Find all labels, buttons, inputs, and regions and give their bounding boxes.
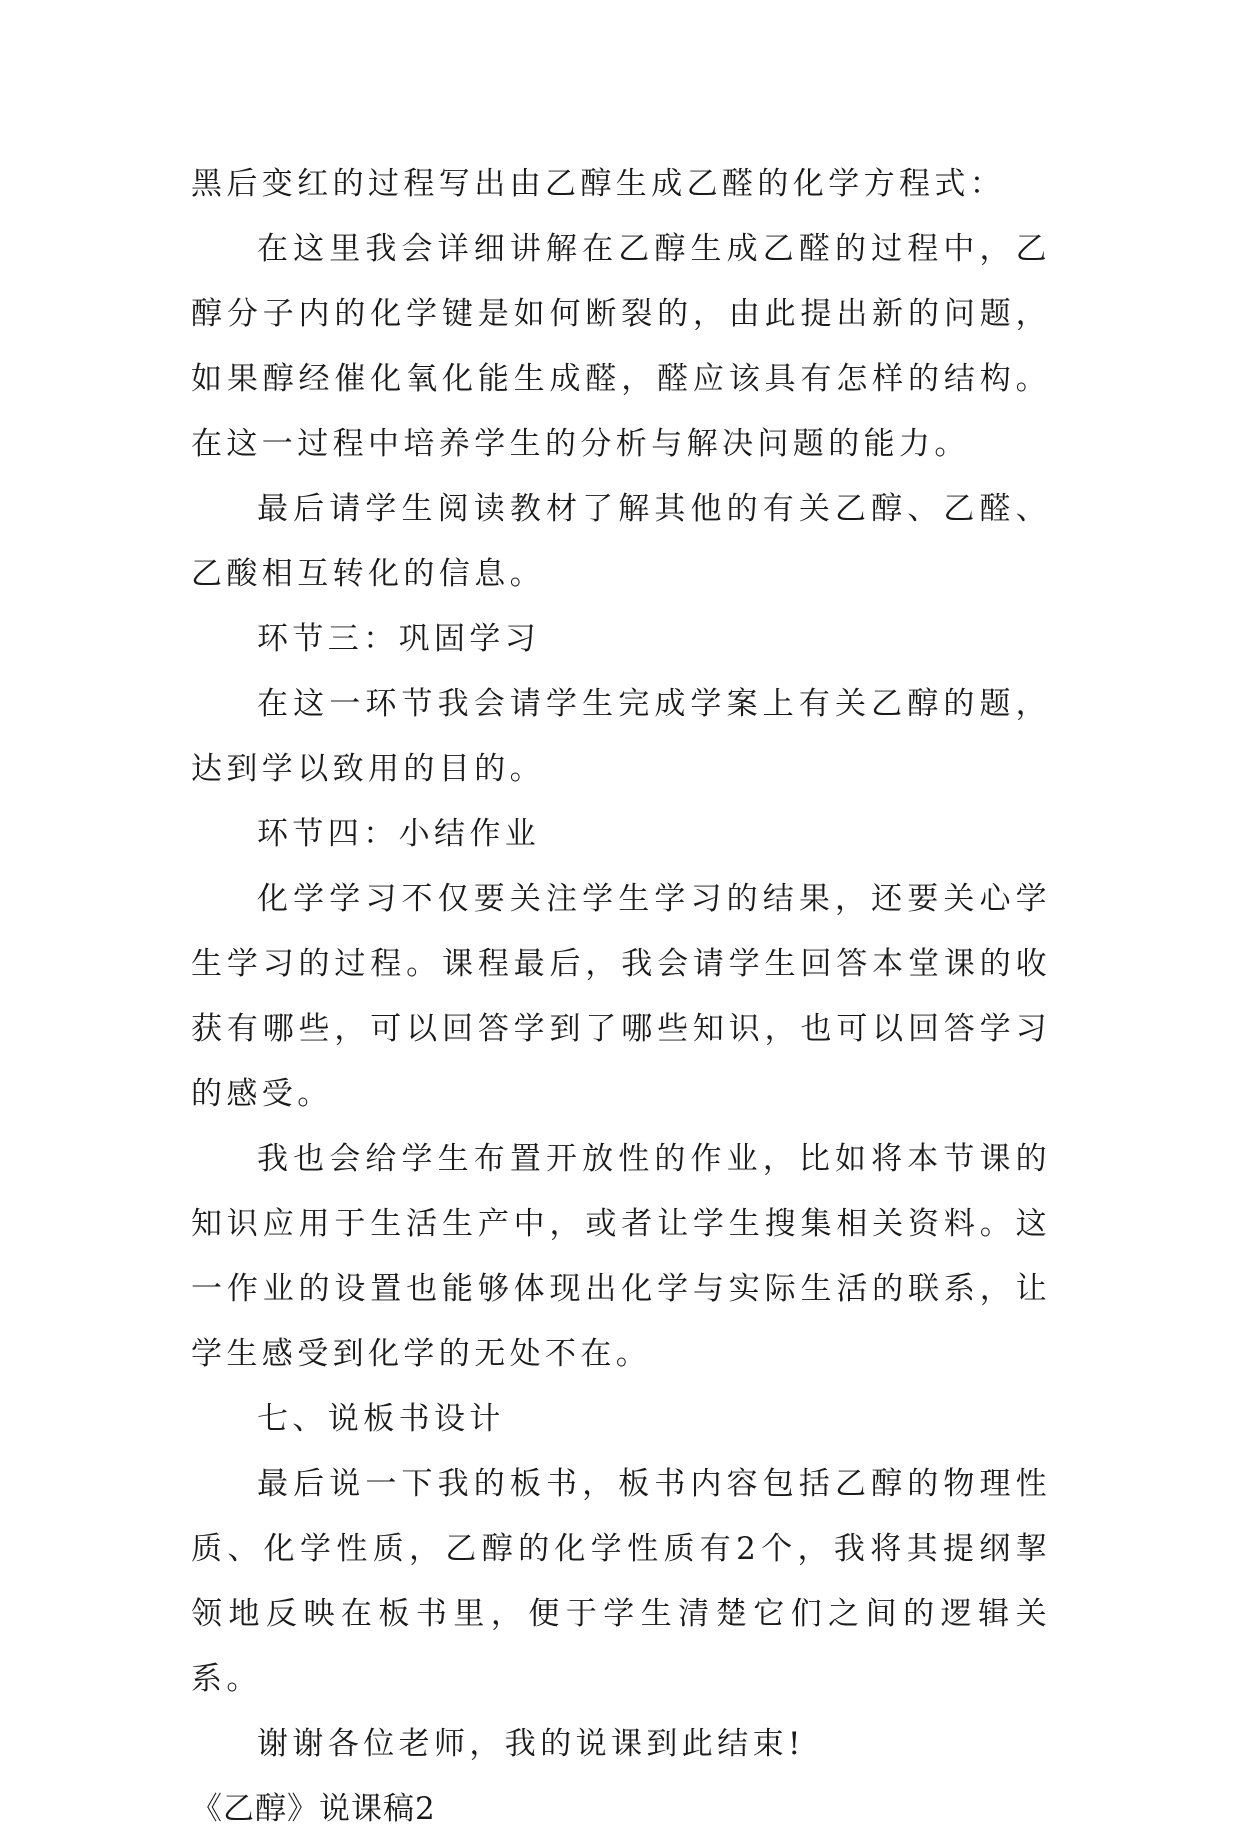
section-heading: 七、说板书设计 [257, 1401, 505, 1437]
section-heading: 环节三：巩固学习 [257, 621, 541, 657]
paragraph: 在这一环节我会请学生完成学案上有关乙醇的题，达到学以致用的目的。 [191, 686, 1051, 787]
paragraph: 最后请学生阅读教材了解其他的有关乙醇、乙醛、乙酸相互转化的信息。 [191, 491, 1051, 592]
paragraph: 在这里我会详细讲解在乙醇生成乙醛的过程中，乙醇分子内的化学键是如何断裂的，由此提出新的问题，如果醇经催化氧化能生成醛，醛应该具有怎样的结构。在这一过程中培养学生的分析与解决问题的能力。 [191, 231, 1051, 462]
paragraph: 我也会给学生布置开放性的作业，比如将本节课的知识应用于生活生产中，或者让学生搜集相关资料。这一作业的设置也能够体现出化学与实际生活的联系，让学生感受到化学的无处不在。 [191, 1141, 1051, 1372]
paragraph: 化学学习不仅要关注学生学习的结果，还要关心学生学习的过程。课程最后，我会请学生回答本堂课的收获有哪些，可以回答学到了哪些知识，也可以回答学习的感受。 [191, 881, 1051, 1112]
next-document-title: 《乙醇》说课稿2 [191, 1791, 436, 1827]
document-body [191, 152, 1051, 1842]
section-heading: 环节四：小结作业 [257, 816, 541, 852]
paragraph: 最后说一下我的板书，板书内容包括乙醇的物理性质、化学性质，乙醇的化学性质有2个，我将其提纲挈领地反映在板书里，便于学生清楚它们之间的逻辑关系。 [191, 1466, 1051, 1697]
closing-line: 谢谢各位老师，我的说课到此结束! [257, 1726, 805, 1762]
paragraph: 黑后变红的过程写出由乙醇生成乙醛的化学方程式： [191, 166, 1006, 202]
